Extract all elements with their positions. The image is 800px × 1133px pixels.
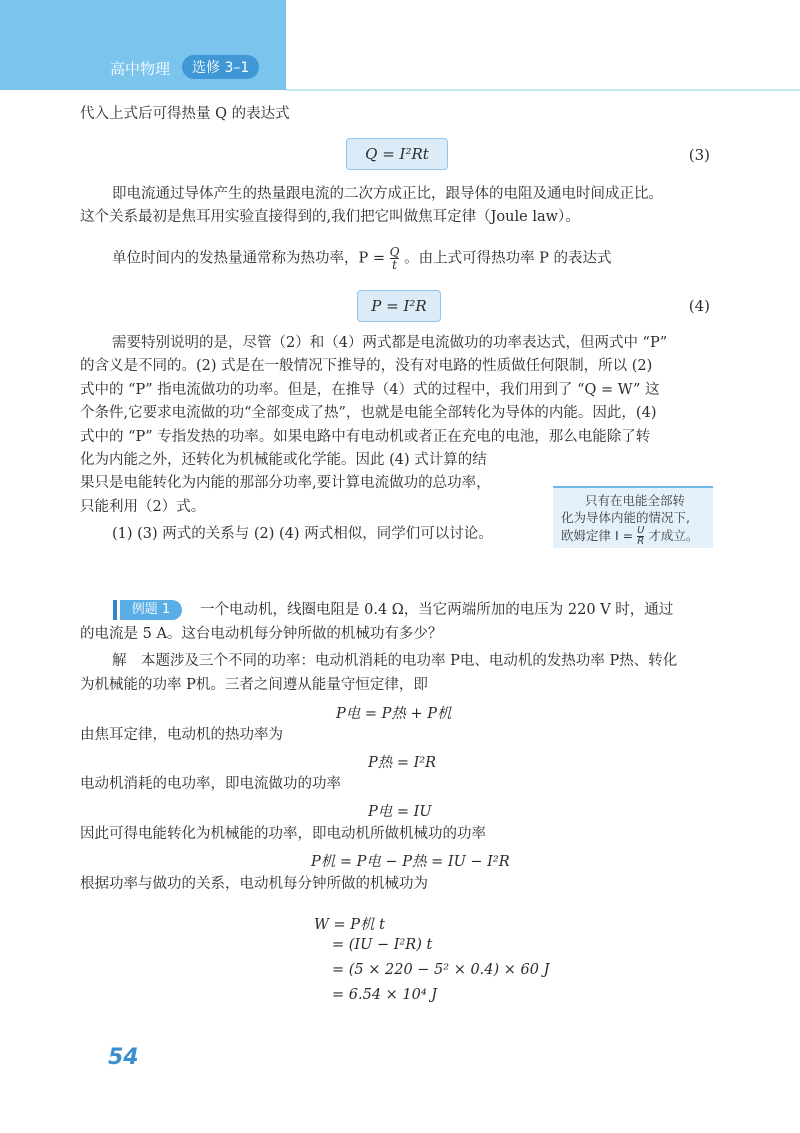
note-fragment: 欧姆定律 I =: [561, 528, 634, 543]
work-line: = 6.54 × 10⁴ J: [332, 987, 438, 1003]
text-line: 由焦耳定律，电动机的热功率为: [80, 727, 283, 743]
formula: P热 = I²R: [368, 755, 437, 771]
equation-4: P = I²R: [357, 290, 441, 322]
text-fragment: 单位时间内的发热量通常称为热功率，P =: [112, 250, 386, 267]
text-line: 根据功率与做功的关系，电动机每分钟所做的机械功为: [80, 876, 428, 892]
text-line: 个条件,它要求电流做的功“全部变成了热”，也就是电能全部转化为导体的内能。因此，(4): [80, 405, 657, 421]
course-badge: 选修 3–1: [182, 55, 259, 79]
text-line: 的电流是 5 A。这台电动机每分钟所做的机械功有多少？: [80, 626, 443, 642]
text-line: 电动机消耗的电功率，即电流做功的功率: [80, 776, 341, 792]
text-line: 果只是电能转化为内能的那部分功率,要计算电流做功的总功率，: [80, 475, 491, 491]
fraction-numerator: U: [637, 525, 645, 536]
example-marker: [113, 600, 117, 620]
text-line: 一个电动机，线圈电阻是 0.4 Ω，当它两端所加的电压为 220 V 时，通过: [200, 602, 674, 618]
work-line: W = P机 t: [314, 917, 385, 933]
note-line: 只有在电能全部转: [585, 493, 686, 508]
text-line: 解 本题涉及三个不同的功率：电动机消耗的电功率 P电、电动机的发热功率 P热、转化: [112, 653, 678, 669]
text-line: 因此可得电能转化为机械能的功率，即电动机所做机械功的功率: [80, 826, 486, 842]
fraction-denominator: t: [390, 258, 400, 271]
header-rule: [286, 89, 800, 91]
text-line: [112, 246, 612, 271]
fraction: [637, 526, 644, 547]
fraction-denominator: R: [637, 536, 645, 547]
note-accent: [553, 486, 713, 488]
text-line: 即电流通过导体产生的热量跟电流的二次方成正比，跟导体的电阻及通电时间成正比。: [112, 186, 663, 202]
note-line: [561, 526, 705, 547]
formula: P电 = IU: [368, 804, 432, 820]
note-fragment: 才成立。: [648, 528, 699, 543]
note-line: 化为导体内能的情况下,: [561, 510, 690, 525]
margin-note: [553, 486, 713, 548]
text-line: 化为内能之外，还转化为机械能或化学能。因此 (4) 式计算的结: [80, 452, 487, 468]
text-line: 代入上式后可得热量 Q 的表达式: [80, 106, 290, 122]
subject-label: 高中物理: [110, 60, 171, 78]
text-line: 式中的 “P” 指电流做功的功率。但是，在推导（4）式的过程中，我们用到了 “Q = W” 这: [80, 382, 660, 398]
equation-3: Q = I²Rt: [346, 138, 448, 170]
text-line: (1) (3) 两式的关系与 (2) (4) 两式相似，同学们可以讨论。: [112, 526, 493, 542]
text-line: 为机械能的功率 P机。三者之间遵从能量守恒定律，即: [80, 677, 428, 693]
work-line: = (IU − I²R) t: [332, 937, 433, 953]
text-line: 需要特别说明的是，尽管（2）和（4）两式都是电流做功的功率表达式，但两式中 “P”: [112, 335, 668, 351]
text-line: 的含义是不同的。(2) 式是在一般情况下推导的，没有对电路的性质做任何限制，所以 (2): [80, 358, 653, 374]
text-line: 只能利用（2）式。: [80, 499, 206, 515]
work-line: = (5 × 220 − 5² × 0.4) × 60 J: [332, 962, 550, 978]
text-line: 式中的 “P” 专指发热的功率。如果电路中有电动机或者正在充电的电池，那么电能除了转: [80, 429, 651, 445]
formula: P机 = P电 − P热 = IU − I²R: [311, 854, 510, 870]
page-number: 54: [108, 1045, 139, 1070]
equation-number: (3): [688, 146, 710, 164]
formula: P电 = P热 + P机: [336, 706, 452, 722]
fraction-numerator: Q: [389, 245, 400, 259]
example-label: 例题 1: [120, 600, 182, 620]
fraction: [390, 246, 400, 271]
text-line: 这个关系最初是焦耳用实验直接得到的,我们把它叫做焦耳定律（Joule law）。: [80, 209, 580, 225]
equation-number: (4): [688, 297, 710, 315]
text-fragment: 。由上式可得热功率 P 的表达式: [404, 250, 612, 267]
